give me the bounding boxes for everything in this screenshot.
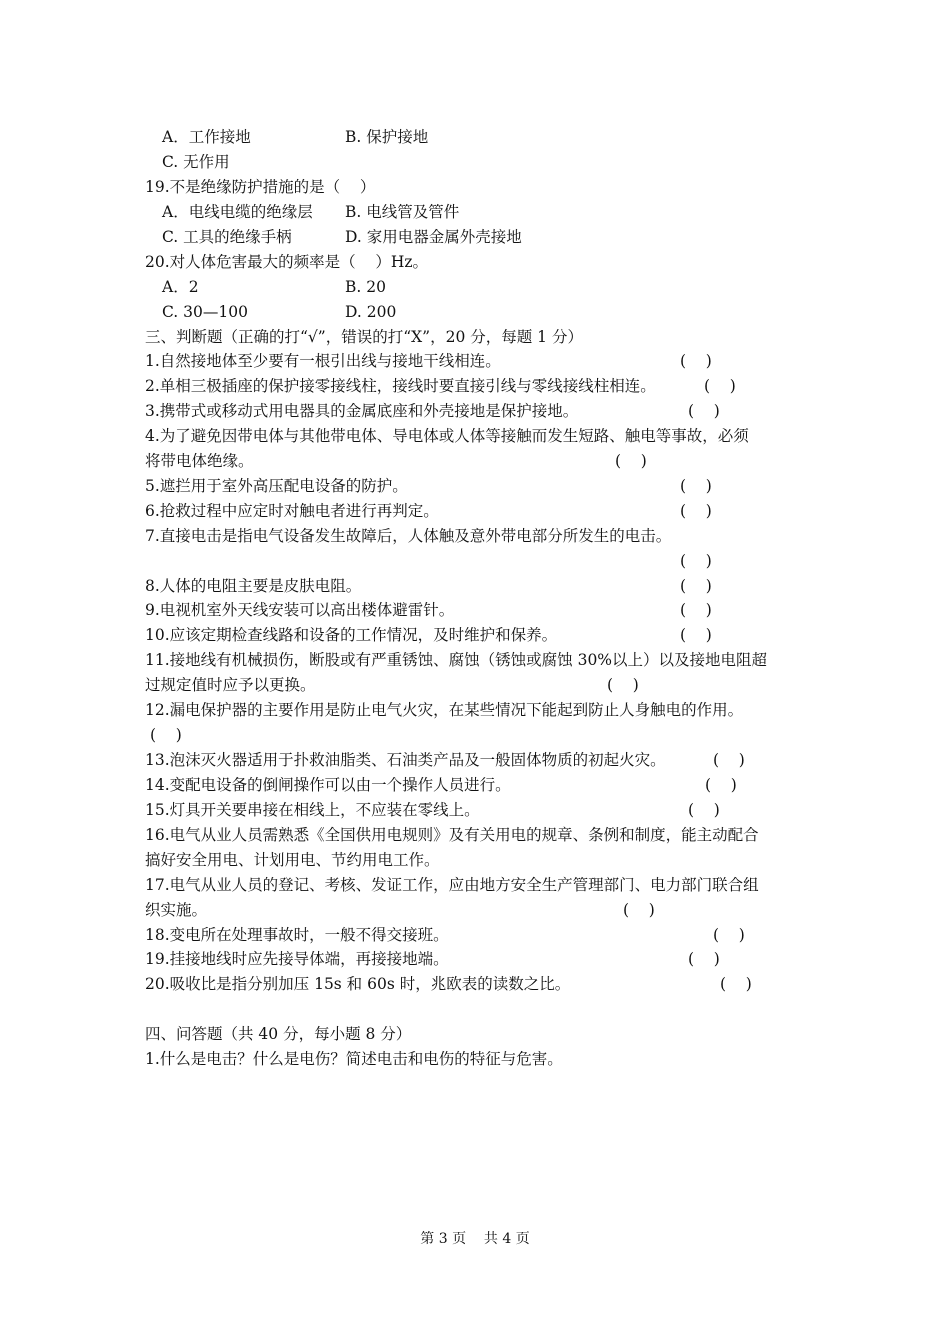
answer-paren: ( ): [680, 502, 712, 520]
judge-item-17-cont: 织实施。: [145, 901, 208, 919]
judge-item-4-cont: 将带电体绝缘。: [145, 452, 254, 470]
q20-stem: 20.对人体危害最大的频率是（ ）Hz。: [145, 253, 429, 271]
q19-option-b: B. 电线管及管件: [345, 203, 460, 221]
judge-item-16: 16.电气从业人员需熟悉《全国供用电规则》及有关用电的规章、条例和制度，能主动配合: [145, 826, 759, 844]
judge-item-3: 3.携带式或移动式用电器具的金属底座和外壳接地是保护接地。: [145, 402, 579, 420]
q18-option-b: B. 保护接地: [345, 128, 429, 146]
judge-item-16-cont: 搞好安全用电、计划用电、节约用电工作。: [145, 851, 440, 869]
q19-option-a: A．电线电缆的绝缘层: [162, 203, 313, 221]
judge-item-11-cont: 过规定值时应予以更换。: [145, 676, 316, 694]
judge-item-18: 18.变电所在处理事故时，一般不得交接班。: [145, 926, 449, 944]
judge-item-1: 1.自然接地体至少要有一根引出线与接地干线相连。: [145, 352, 501, 370]
q18-option-a: A．工作接地: [162, 128, 251, 146]
answer-paren: ( ): [705, 776, 737, 794]
q19-option-c: C. 工具的绝缘手柄: [162, 228, 292, 246]
q20-option-a: A．2: [162, 278, 199, 296]
answer-paren: ( ): [680, 601, 712, 619]
judge-item-4: 4.为了避免因带电体与其他带电体、导电体或人体等接触而发生短路、触电等事故，必须: [145, 427, 749, 445]
judge-item-5: 5.遮拦用于室外高压配电设备的防护。: [145, 477, 408, 495]
page-footer: 第 3 页 共 4 页: [420, 1231, 530, 1247]
judge-item-14: 14.变配电设备的倒闸操作可以由一个操作人员进行。: [145, 776, 511, 794]
answer-paren: ( ): [607, 676, 639, 694]
judge-item-17: 17.电气从业人员的登记、考核、发证工作，应由地方安全生产管理部门、电力部门联合组: [145, 876, 759, 894]
q20-option-d: D. 200: [345, 303, 397, 321]
judge-item-2: 2.单相三极插座的保护接零接线柱，接线时要直接引线与零线接线柱相连。: [145, 377, 656, 395]
answer-paren: ( ): [680, 552, 712, 570]
answer-paren: ( ): [680, 477, 712, 495]
q18-option-c: C. 无作用: [162, 153, 230, 171]
judge-item-9: 9.电视机室外天线安装可以高出楼体避雷针。: [145, 601, 455, 619]
answer-paren: ( ): [704, 377, 736, 395]
answer-paren: ( ): [713, 751, 745, 769]
judge-item-11: 11.接地线有机械损伤，断股或有严重锈蚀、腐蚀（锈蚀或腐蚀 30%以上）以及接地电阻超: [145, 651, 768, 669]
q20-option-b: B. 20: [345, 278, 386, 296]
answer-paren: ( ): [615, 452, 647, 470]
judge-item-13: 13.泡沫灭火器适用于扑救油脂类、石油类产品及一般固体物质的初起火灾。: [145, 751, 666, 769]
judge-item-15: 15.灯具开关要串接在相线上，不应装在零线上。: [145, 801, 480, 819]
answer-paren: ( ): [688, 801, 720, 819]
q20-option-c: C. 30—100: [162, 303, 248, 321]
judge-item-12: 12.漏电保护器的主要作用是防止电气火灾，在某些情况下能起到防止人身触电的作用。: [145, 701, 744, 719]
answer-paren: ( ): [680, 577, 712, 595]
section-4-heading: 四、问答题（共 40 分，每小题 8 分）: [145, 1025, 412, 1043]
q19-stem: 19.不是绝缘防护措施的是（ ）: [145, 178, 376, 196]
answer-paren: ( ): [713, 926, 745, 944]
judge-item-6: 6.抢救过程中应定时对触电者进行再判定。: [145, 502, 439, 520]
answer-paren: ( ): [150, 726, 182, 744]
answer-paren: ( ): [623, 901, 655, 919]
q19-option-d: D. 家用电器金属外壳接地: [345, 228, 522, 246]
judge-item-19: 19.挂接地线时应先接导体端，再接接地端。: [145, 950, 449, 968]
judge-item-8: 8.人体的电阻主要是皮肤电阻。: [145, 577, 362, 595]
essay-question-1: 1.什么是电击？什么是电伤？简述电击和电伤的特征与危害。: [145, 1050, 563, 1068]
section-3-heading: 三、判断题（正确的打“√”，错误的打“X”，20 分，每题 1 分）: [145, 328, 583, 346]
answer-paren: ( ): [680, 626, 712, 644]
answer-paren: ( ): [720, 975, 752, 993]
answer-paren: ( ): [680, 352, 712, 370]
answer-paren: ( ): [688, 402, 720, 420]
judge-item-20: 20.吸收比是指分别加压 15s 和 60s 时，兆欧表的读数之比。: [145, 975, 571, 993]
answer-paren: ( ): [688, 950, 720, 968]
judge-item-7: 7.直接电击是指电气设备发生故障后，人体触及意外带电部分所发生的电击。: [145, 527, 672, 545]
judge-item-10: 10.应该定期检查线路和设备的工作情况，及时维护和保养。: [145, 626, 558, 644]
